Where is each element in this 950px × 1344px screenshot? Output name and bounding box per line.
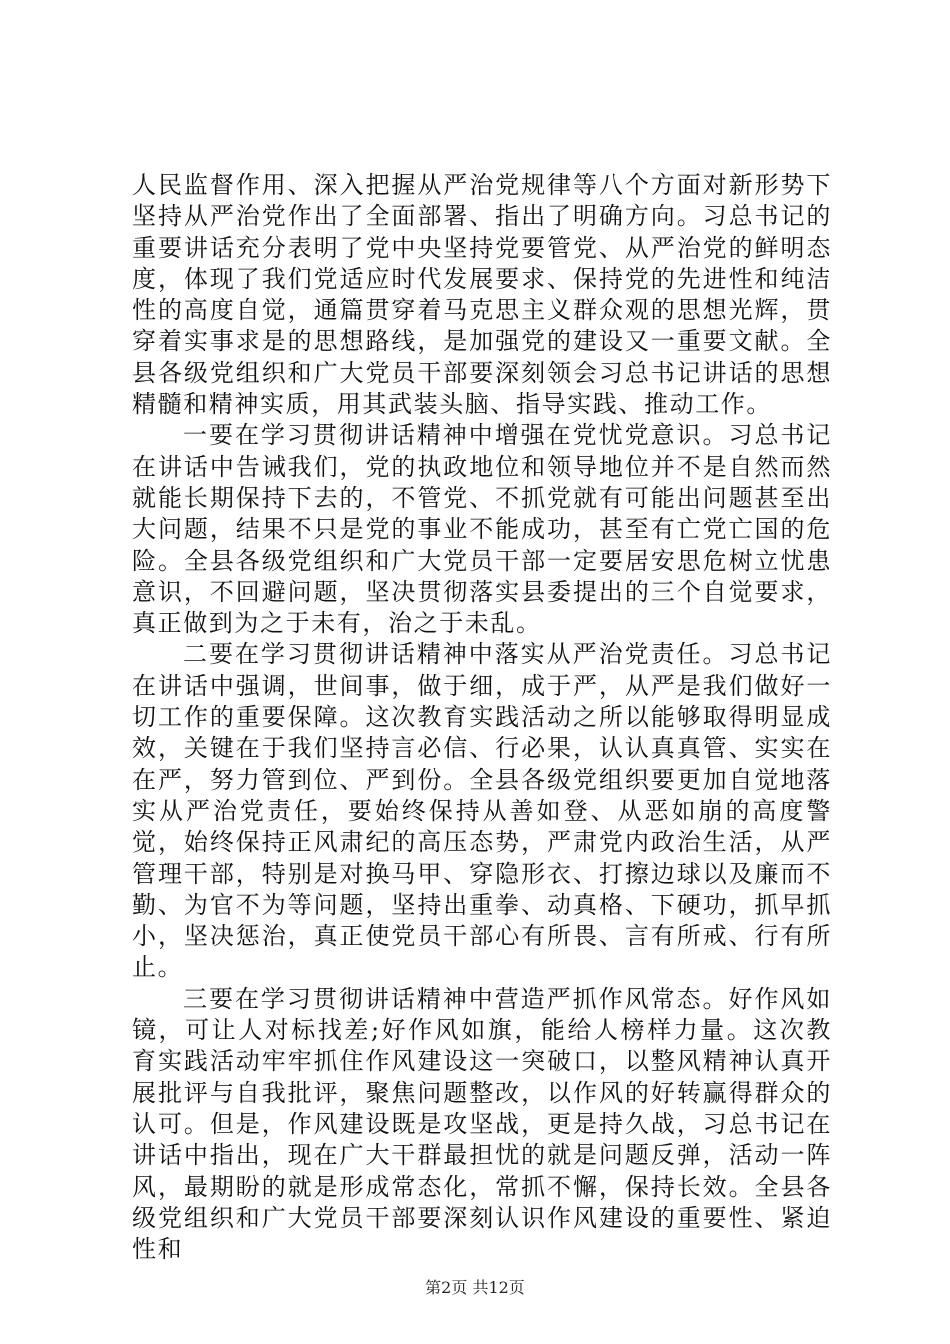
page-number-footer: 第2页 共12页 [425,1278,525,1297]
paragraph-third-requirement: 三要在学习贯彻讲话精神中营造严抓作风常态。好作风如镜，可让人对标找差;好作风如旗，能给人榜样力量。这次教育实践活动牢牢抓住作风建设这一突破口，以整风精神认真开展批评与自我批评，聚焦问题整改，以作风的好转赢得群众的认可。但是，作风建设既是攻坚战，更是持久战，习总书记在讲话中指出，现在广大干群最担忧的就是问题反弹，活动一阵风，最期盼的就是形成常态化，常抓不懈，保持长效。全县各级党组织和广大党员干部要深刻认识作风建设的重要性、紧迫性和 [132,984,832,1264]
paragraph-first-requirement: 一要在学习贯彻讲话精神中增强在党忧党意识。习总书记在讲话中告诫我们，党的执政地位和领导地位并不是自然而然就能长期保持下去的，不管党、不抓党就有可能出问题甚至出大问题，结果不只是党的事业不能成功，甚至有亡党亡国的危险。全县各级党组织和广大党员干部一定要居安思危树立忧患意识，不回避问题，坚决贯彻落实县委提出的三个自觉要求，真正做到为之于未有，治之于未乱。 [132,421,832,638]
paragraph-continued: 人民监督作用、深入把握从严治党规律等八个方面对新形势下坚持从严治党作出了全面部署、指出了明确方向。习总书记的重要讲话充分表明了党中央坚持党要管党、从严治党的鲜明态度，体现了我们党适应时代发展要求、保持党的先进性和纯洁性的高度自觉，通篇贯穿着马克思主义群众观的思想光辉，贯穿着实事求是的思想路线，是加强党的建设又一重要文献。全县各级党组织和广大党员干部要深刻领会习总书记讲话的思想精髓和精神实质，用其武装头脑、指导实践、推动工作。 [132,171,832,419]
document-body [132,170,832,1265]
paragraph-second-requirement: 二要在学习贯彻讲话精神中落实从严治党责任。习总书记在讲话中强调，世间事，做于细，成于严，从严是我们做好一切工作的重要保障。这次教育实践活动之所以能够取得明显成效，关键在于我们坚持言必信、行必果，认认真真管、实实在在严，努力管到位、严到份。全县各级党组织要更加自觉地落实从严治党责任，要始终保持从善如登、从恶如崩的高度警觉，始终保持正风肃纪的高压态势，严肃党内政治生活，从严管理干部，特别是对换马甲、穿隐形衣、打擦边球以及廉而不勤、为官不为等问题，坚持出重拳、动真格、下硬功，抓早抓小，坚决惩治，真正使党员干部心有所畏、言有所戒、行有所止。 [132,640,832,982]
